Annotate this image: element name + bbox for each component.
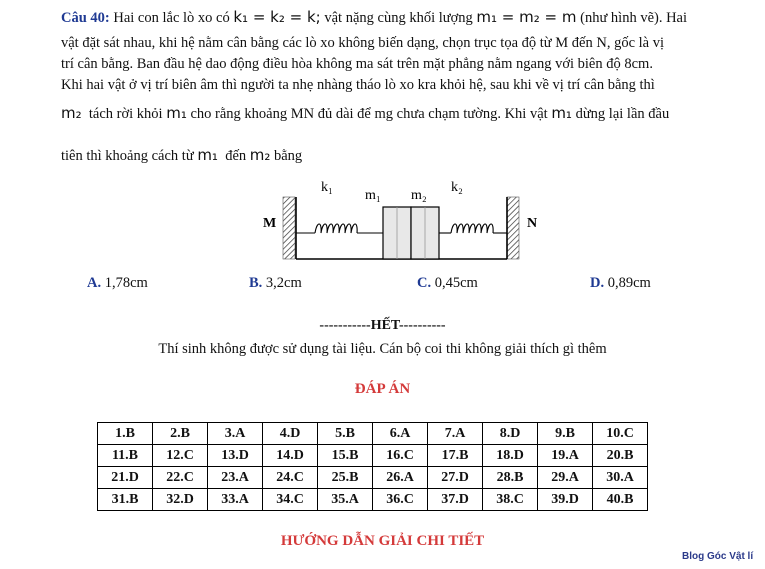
answer-cell: 36.C <box>373 489 428 511</box>
answer-cell: 10.C <box>593 423 648 445</box>
option-d: D. 0,89cm <box>590 275 651 291</box>
answer-cell: 28.B <box>483 467 538 489</box>
answer-cell: 8.D <box>483 423 538 445</box>
question-line-4: Khi hai vật ở vị trí biên âm thì người ta nhẹ nhàng tháo lò xo kra khỏi hệ, sau khi về vị trí cân bằng thì <box>61 77 655 93</box>
answer-cell: 6.A <box>373 423 428 445</box>
answer-cell: 17.B <box>428 445 483 467</box>
table-row <box>98 467 648 489</box>
answer-cell: 11.B <box>98 445 153 467</box>
table-row <box>98 489 648 511</box>
question-line-5: m₂ tách rời khỏi m₁ cho rằng khoảng MN đủ dài để mg chưa chạm tường. Khi vật m₁ dừng lại lần đầu <box>61 104 670 122</box>
answer-cell: 3.A <box>208 423 263 445</box>
k-equation: k₁ = k₂ = k; <box>233 8 321 26</box>
label-N: N <box>527 216 538 231</box>
table-row <box>98 445 648 467</box>
answer-cell: 19.A <box>538 445 593 467</box>
label-k1: k₁ <box>321 180 333 195</box>
answer-cell: 37.D <box>428 489 483 511</box>
answer-cell: 12.C <box>153 445 208 467</box>
option-b: B. 3,2cm <box>249 275 302 291</box>
spring-system-figure <box>255 175 555 270</box>
answer-cell: 18.D <box>483 445 538 467</box>
blog-watermark: Blog Góc Vật lí <box>682 551 754 562</box>
answer-cell: 14.D <box>263 445 318 467</box>
label-k2: k₂ <box>451 180 463 195</box>
answer-cell: 34.C <box>263 489 318 511</box>
label-m2: m₂ <box>411 188 427 203</box>
label-M: M <box>263 216 277 231</box>
answer-cell: 5.B <box>318 423 373 445</box>
answer-cell: 15.B <box>318 445 373 467</box>
right-wall <box>507 197 519 259</box>
answers-title: ĐÁP ÁN <box>354 381 411 397</box>
answer-cell: 21.D <box>98 467 153 489</box>
answer-cell: 29.A <box>538 467 593 489</box>
answer-cell: 26.A <box>373 467 428 489</box>
exam-notice: Thí sinh không được sử dụng tài liệu. Cán bộ coi thi không giải thích gì thêm <box>158 341 607 357</box>
option-c: C. 0,45cm <box>417 275 478 291</box>
m-equation: m₁ = m₂ = m <box>476 8 577 26</box>
answer-cell: 20.B <box>593 445 648 467</box>
end-marker: -----------HẾT---------- <box>319 318 446 333</box>
answer-cell: 32.D <box>153 489 208 511</box>
answer-cell: 23.A <box>208 467 263 489</box>
question-number: Câu 40: <box>61 10 110 26</box>
answer-cell: 35.A <box>318 489 373 511</box>
answer-cell: 7.A <box>428 423 483 445</box>
answer-cell: 4.D <box>263 423 318 445</box>
answer-cell: 27.D <box>428 467 483 489</box>
label-m1: m₁ <box>365 188 381 203</box>
question-line-3: trí cân bằng. Ban đầu hệ dao động điều hòa không ma sát trên mặt phẳng nằm ngang với biên độ 8cm. <box>61 56 653 72</box>
answer-cell: 31.B <box>98 489 153 511</box>
answer-cell: 1.B <box>98 423 153 445</box>
answer-cell: 38.C <box>483 489 538 511</box>
left-wall <box>283 197 295 259</box>
answer-cell: 22.C <box>153 467 208 489</box>
answer-table <box>97 422 648 511</box>
spring-k2 <box>439 224 507 233</box>
question-line-6: tiên thì khoảng cách từ m₁ đến m₂ bằng <box>61 146 303 164</box>
option-a: A. 1,78cm <box>87 275 148 291</box>
answer-cell: 13.D <box>208 445 263 467</box>
table-row <box>98 423 648 445</box>
answer-cell: 25.B <box>318 467 373 489</box>
answer-cell: 24.C <box>263 467 318 489</box>
answer-cell: 2.B <box>153 423 208 445</box>
answer-cell: 40.B <box>593 489 648 511</box>
answer-cell: 39.D <box>538 489 593 511</box>
answer-cell: 16.C <box>373 445 428 467</box>
answer-cell: 9.B <box>538 423 593 445</box>
question-line-1: Câu 40: Hai con lắc lò xo có k₁ = k₂ = k; vật nặng cùng khối lượng m₁ = m₂ = m (như hình vẽ). Hai <box>61 8 688 26</box>
guide-title: HƯỚNG DẪN GIẢI CHI TIẾT <box>280 533 485 549</box>
answer-cell: 30.A <box>593 467 648 489</box>
spring-k1 <box>296 224 383 233</box>
question-line-2: vật đặt sát nhau, khi hệ nằm cân bằng các lò xo không biến dạng, chọn trục tọa độ từ M đến N, gốc là vị <box>61 35 665 51</box>
answer-cell: 33.A <box>208 489 263 511</box>
